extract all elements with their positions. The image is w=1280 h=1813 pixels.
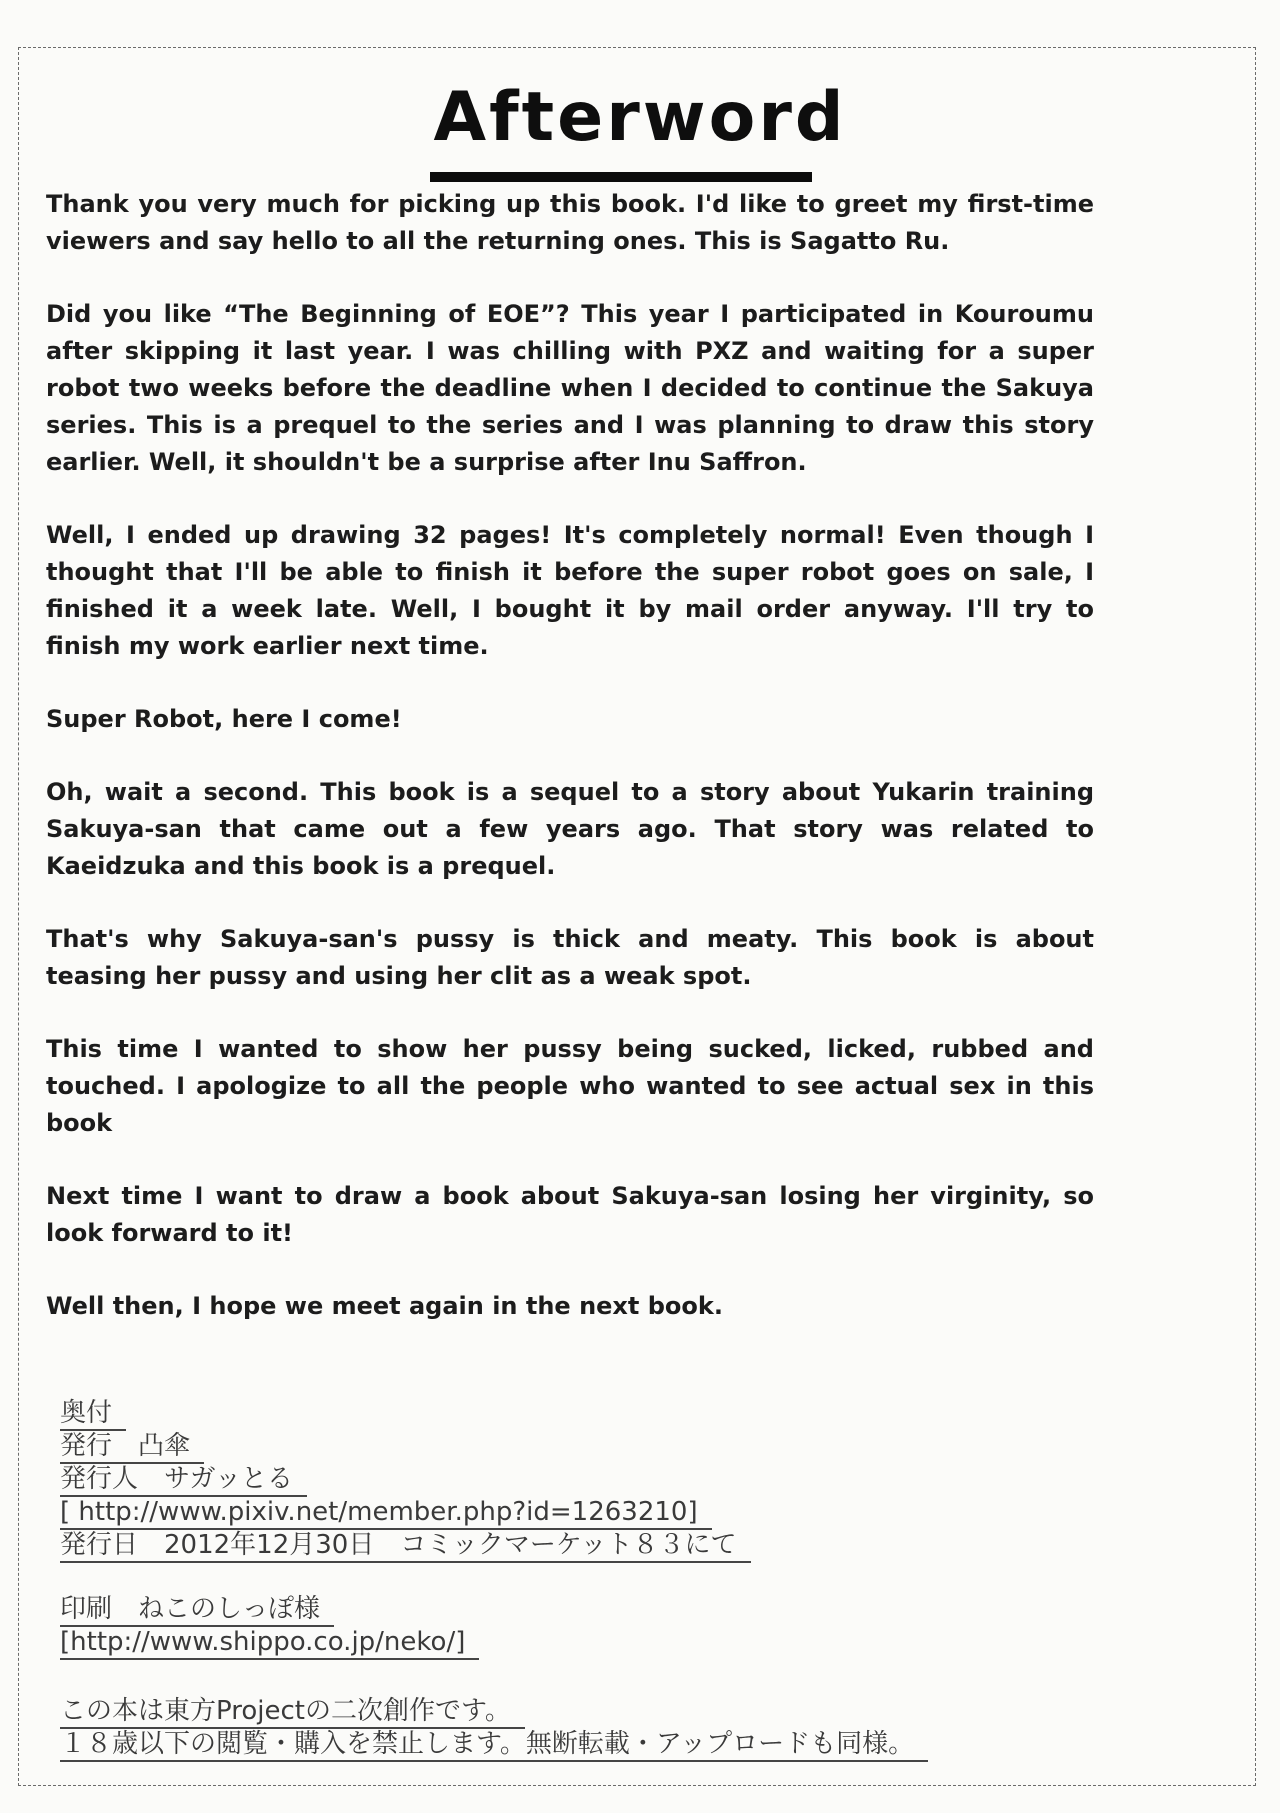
paragraph-eoe: Did you like “The Beginning of EOE”? This year I participated in Kouroumu after skipping it last year. I was chilling with PXZ and waiting for a super robot two weeks before the deadline when I decided to continue the Sakuya series. This is a prequel to the series and I was planning to draw this story earlier. Well, it shouldn't be a surprise after Inu Saffron. [46,300,1094,476]
colophon [60,1398,928,1762]
colophon-date-line [60,1530,928,1563]
colophon-disclaimer-line-1 [60,1696,928,1729]
paragraph-next-time: Next time I want to draw a book about Sakuya-san losing her virginity, so look forward to it! [46,1182,1094,1247]
paragraph-sequel: Oh, wait a second. This book is a sequel to a story about Yukarin training Sakuya-san that came out a few years ago. That story was related to Kaeidzuka and this book is a prequel. [46,778,1094,880]
paragraph-super-robot: Super Robot, here I come! [46,705,402,733]
colophon-printer-line [60,1594,928,1627]
paragraph-32-pages: Well, I ended up drawing 32 pages! It's completely normal! Even though I thought that I'll be able to finish it before the super robot goes on sale, I finished it a week late. Well, I bought it by mail order anyway. I'll try to finish my work earlier next time. [46,521,1094,660]
colophon-heading: 奥付 [60,1398,126,1431]
colophon-disclaimer-line-2 [60,1729,928,1762]
paragraph-apology: This time I wanted to show her pussy being sucked, licked, rubbed and touched. I apologize to all the people who wanted to see actual sex in this book [46,1035,1094,1137]
title-underline [430,172,812,182]
colophon-author-url: [ http://www.pixiv.net/member.php?id=1263210] [60,1497,712,1530]
afterword-body [46,186,1094,1325]
colophon-publisher-line [60,1431,928,1464]
colophon-date: 発行日 2012年12月30日 コミックマーケット８３にて [60,1530,751,1563]
colophon-disclaimer-2: １８歳以下の閲覧・購入を禁止します。無断転載・アップロードも同様。 [60,1729,928,1762]
colophon-printer-url-line [60,1627,928,1660]
paragraph-thanks: Thank you very much for picking up this book. I'd like to greet my first-time viewers and say hello to all the returning ones. This is Sagatto Ru. [46,190,1094,255]
colophon-heading-line [60,1398,928,1431]
colophon-printer-url: [http://www.shippo.co.jp/neko/] [60,1627,479,1660]
paragraph-thick-meaty: That's why Sakuya-san's pussy is thick and meaty. This book is about teasing her pussy and using her clit as a weak spot. [46,925,1094,990]
colophon-printer: 印刷 ねこのしっぽ様 [60,1594,334,1627]
colophon-disclaimer-1: この本は東方Projectの二次創作です。 [60,1696,525,1729]
colophon-author: 発行人 サガッとる [60,1464,307,1497]
colophon-publisher: 発行 凸傘 [60,1431,204,1464]
page-title: Afterword [433,78,847,157]
colophon-author-line [60,1464,928,1497]
colophon-author-url-line [60,1497,928,1530]
paragraph-farewell: Well then, I hope we meet again in the next book. [46,1292,723,1320]
